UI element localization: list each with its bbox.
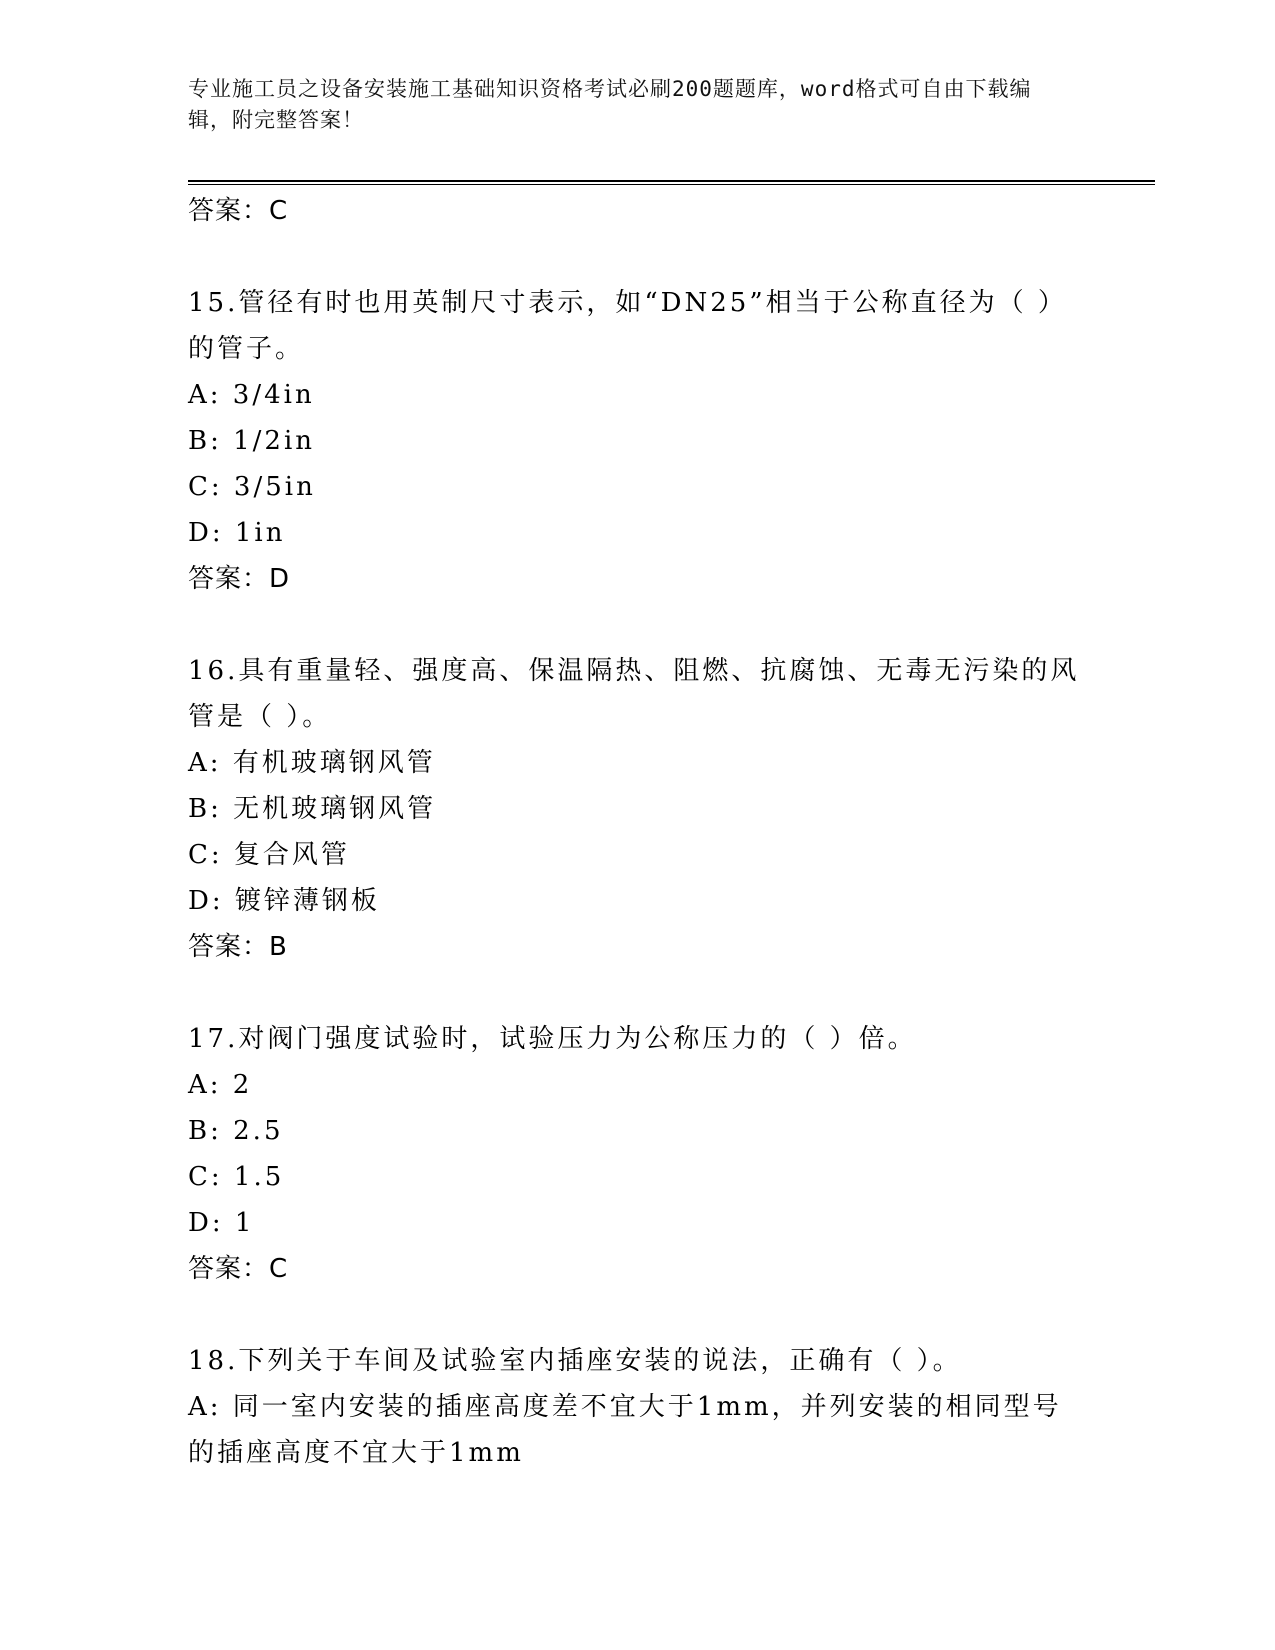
option-a: A: 2 [188, 1070, 253, 1100]
paragraph-gap [188, 1292, 1088, 1338]
paragraph-gap [188, 234, 1088, 280]
document-body [188, 188, 1088, 1476]
paragraph-gap [188, 970, 1088, 1016]
option-a: A: 有机玻璃钢风管 [188, 748, 436, 778]
option-c: C: 3/5in [188, 472, 316, 502]
option-a: A: 3/4in [188, 380, 315, 410]
header-divider [188, 180, 1155, 182]
option-d: D: 1in [188, 518, 286, 548]
option-b: B: 2.5 [188, 1116, 284, 1146]
answer-line: 答案：D [188, 564, 291, 594]
header-divider-thin [188, 184, 1155, 185]
option-c: C: 1.5 [188, 1162, 285, 1192]
document-header: 专业施工员之设备安装施工基础知识资格考试必刷200题题库，word格式可自由下载编辑，附完整答案！ [188, 77, 1032, 132]
option-b: B: 1/2in [188, 426, 316, 456]
option-d: D: 1 [188, 1208, 255, 1238]
option-c: C: 复合风管 [188, 840, 350, 870]
answer-line: 答案：B [188, 932, 288, 962]
option-b: B: 无机玻璃钢风管 [188, 794, 437, 824]
paragraph-gap [188, 602, 1088, 648]
question-text: 15.管径有时也用英制尺寸表示，如“DN25”相当于公称直径为（ ）的管子。 [188, 288, 1067, 364]
option-d: D: 镀锌薄钢板 [188, 886, 380, 916]
option-a: A: 同一室内安装的插座高度差不宜大于1mm，并列安装的相同型号的插座高度不宜大于1mm [188, 1392, 1062, 1468]
question-text: 16.具有重量轻、强度高、保温隔热、阻燃、抗腐蚀、无毒无污染的风管是（ ）。 [188, 656, 1080, 732]
question-text: 17.对阀门强度试验时，试验压力为公称压力的（ ）倍。 [188, 1024, 917, 1054]
answer-line: 答案：C [188, 196, 289, 226]
answer-line: 答案：C [188, 1254, 289, 1284]
question-text: 18.下列关于车间及试验室内插座安装的说法，正确有（ ）。 [188, 1346, 962, 1376]
